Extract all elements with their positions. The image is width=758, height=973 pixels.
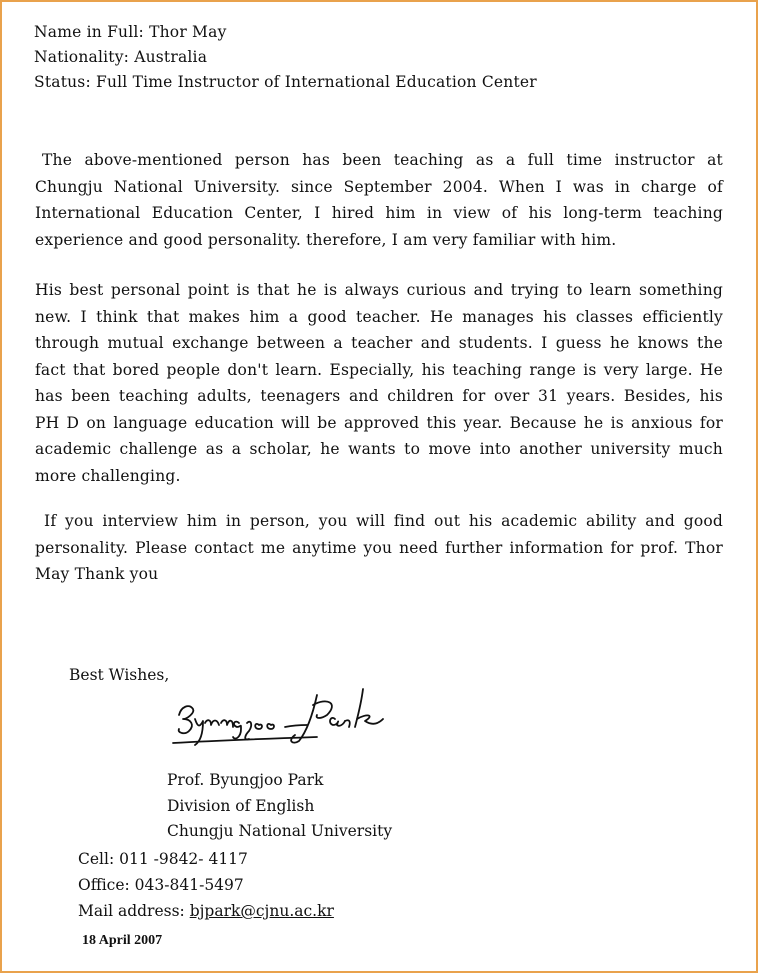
letter-date: 18 April 2007 xyxy=(82,933,163,948)
signer-division: Division of English xyxy=(167,796,315,815)
paragraph-line: more challenging. xyxy=(35,466,181,485)
signer-university: Chungju National University xyxy=(167,822,393,840)
paragraph-line: personality. Please contact me anytime you need further information for prof. Thor xyxy=(35,538,723,557)
status-line: Status: Full Time Instructor of International Education Center xyxy=(34,73,537,91)
paragraph-line: through mutual exchange between a teacher and students. I guess he knows the xyxy=(35,334,723,352)
email-link[interactable]: bjpark@cjnu.ac.kr xyxy=(189,902,334,920)
mail-label: Mail address: xyxy=(78,902,190,920)
paragraph-1 xyxy=(35,147,723,253)
paragraph-line: May Thank you xyxy=(35,565,159,583)
signer-block xyxy=(167,768,392,845)
paragraph-line: fact that bored people don't learn. Especially, his teaching range is very large. He xyxy=(35,360,723,379)
paragraph-line: experience and good personality. therefore, I am very familiar with him. xyxy=(35,230,617,249)
paragraph-line: new. I think that makes him a good teacher. He manages his classes efficiently xyxy=(35,307,723,326)
paragraph-line: International Education Center, I hired him in view of his long-term teaching xyxy=(35,204,723,222)
handwritten-signature xyxy=(167,685,407,759)
paragraph-2 xyxy=(35,277,723,489)
paragraph-3 xyxy=(35,508,723,588)
closing-salutation: Best Wishes, xyxy=(69,666,170,684)
paragraph-line: His best personal point is that he is always curious and trying to learn something xyxy=(35,281,723,299)
nationality-line: Nationality: Australia xyxy=(34,48,208,66)
paragraph-line: academic challenge as a scholar, he wants to move into another university much xyxy=(35,440,723,458)
paragraph-line: has been teaching adults, teenagers and children for over 31 years. Besides, his xyxy=(35,387,723,405)
signature-drawing xyxy=(167,685,407,755)
letter-header xyxy=(34,20,537,95)
paragraph-line: If you interview him in person, you will find out his academic ability and good xyxy=(44,512,723,530)
mail-address xyxy=(78,898,334,924)
name-line: Name in Full: Thor May xyxy=(34,23,227,41)
cell-phone: Cell: 011 -9842- 4117 xyxy=(78,850,248,868)
paragraph-line: PH D on language education will be approved this year. Because he is anxious for xyxy=(35,413,723,432)
paragraph-line: The above-mentioned person has been teaching as a full time instructor at xyxy=(42,151,723,169)
contact-block xyxy=(78,846,334,924)
signer-name: Prof. Byungjoo Park xyxy=(167,771,324,789)
office-phone: Office: 043-841-5497 xyxy=(78,876,244,894)
paragraph-line: Chungju National University. since September 2004. When I was in charge of xyxy=(35,177,723,196)
